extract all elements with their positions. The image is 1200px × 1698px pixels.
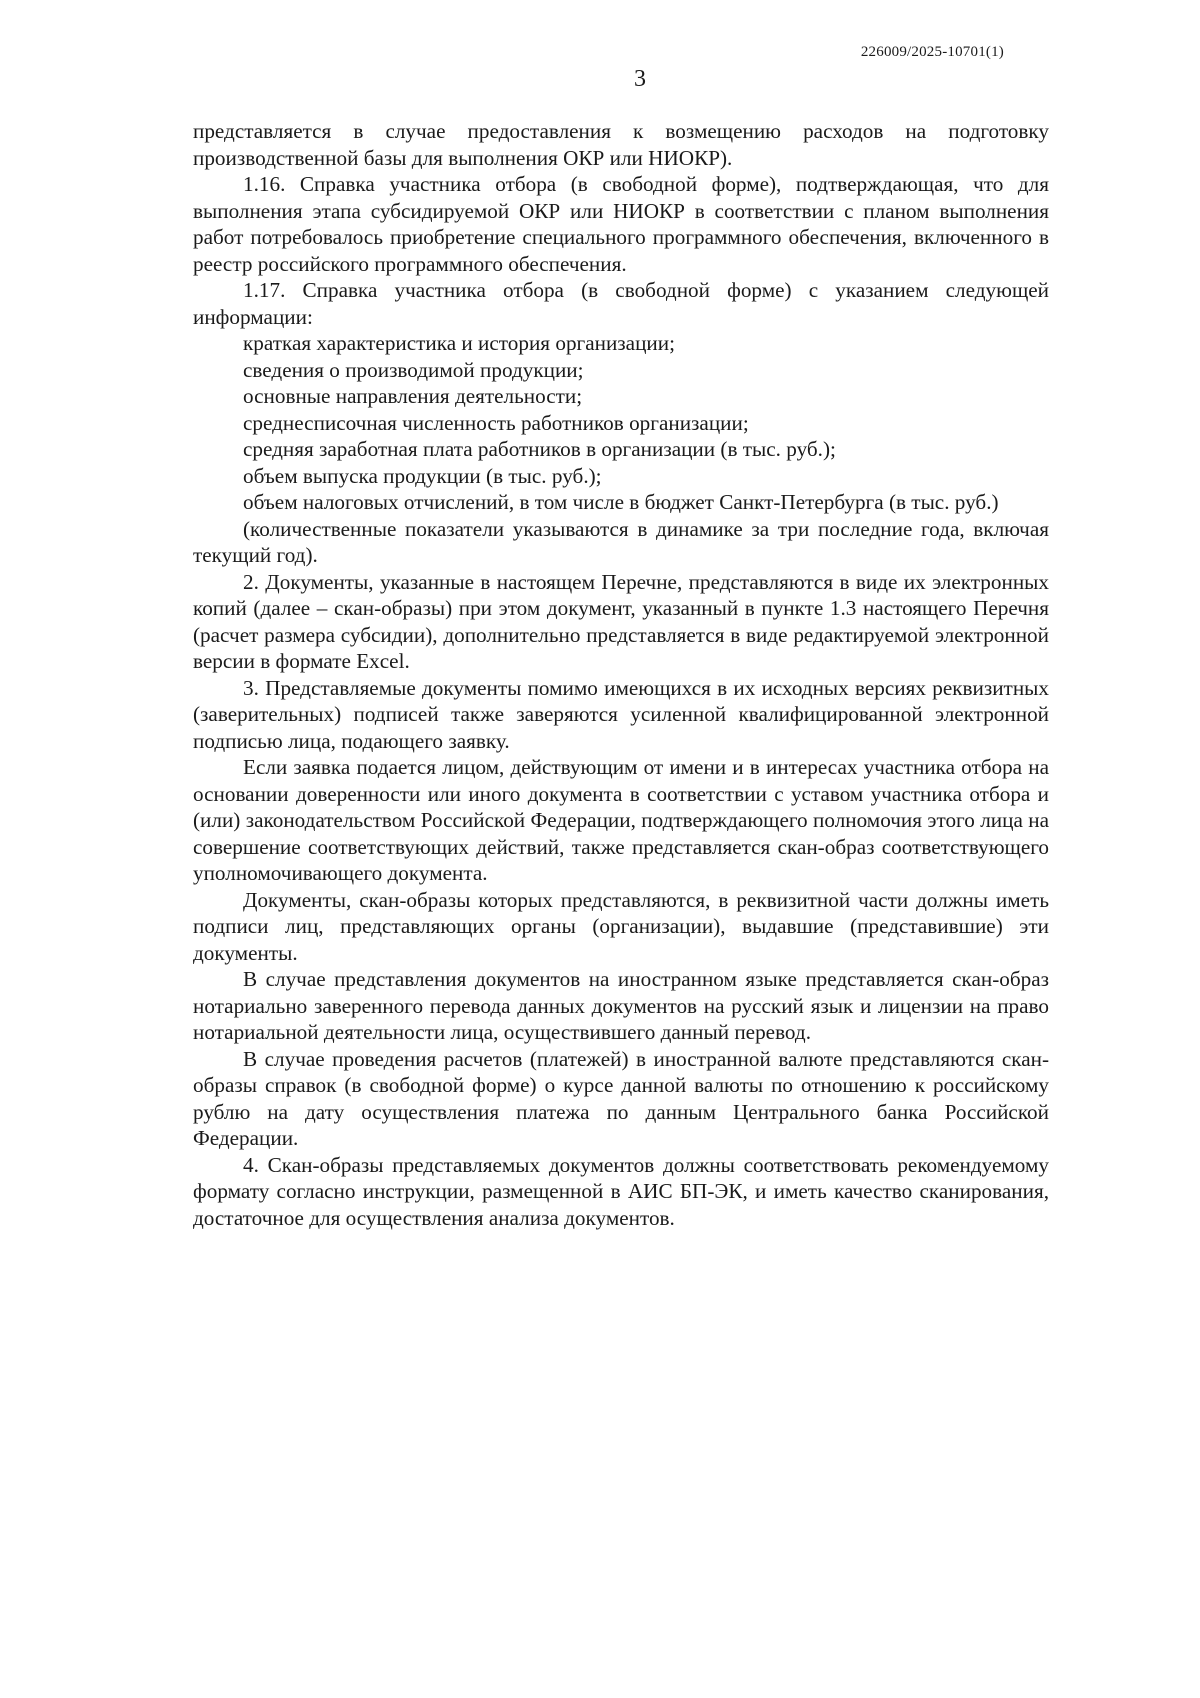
- list-item-activities: основные направления деятельности;: [243, 384, 583, 408]
- paragraph-3-foreign-language: В случае представления документов на иностранном языке представляется скан-образ нотариально заверенного перевода данных документов на русский язык и лицензии на право нотариальной деятельности лица, осуществившего данный перевод.: [193, 967, 1049, 1044]
- list-item-output-volume: объем выпуска продукции (в тыс. руб.);: [243, 463, 602, 488]
- paragraph-continuation: представляется в случае предоставления к возмещению расходов на подготовку производственной базы для выполнения ОКР или НИОКР).: [193, 119, 1049, 170]
- paragraph-1-16: 1.16. Справка участника отбора (в свободной форме), подтверждающая, что для выполнения этапа субсидируемой ОКР или НИОКР в соответствии с планом выполнения работ потребовалось приобретение специального программного обеспечения, включенного в реестр российского программного обеспечения.: [193, 172, 1049, 276]
- paragraph-2: 2. Документы, указанные в настоящем Перечне, представляются в виде их электронных копий (далее – скан-образы) при этом документ, указанный в пункте 1.3 настоящего Перечня (расчет размера субсидии), дополнительно представляется в виде редактируемой электронной версии в формате Excel.: [193, 569, 1049, 673]
- paragraph-3-foreign-currency: В случае проведения расчетов (платежей) в иностранной валюте представляются скан-образы справок (в свободной форме) о курсе данной валюты по отношению к российскому рублю на дату осуществления платежа по данным Центрального банка Российской Федерации.: [193, 1046, 1049, 1150]
- paragraph-3-signatures: Документы, скан-образы которых представляются, в реквизитной части должны иметь подписи лиц, представляющих органы (организации), выдавшие (представившие) эти документы.: [193, 887, 1049, 965]
- list-item-products: сведения о производимой продукции;: [243, 357, 584, 382]
- paragraph-4: 4. Скан-образы представляемых документов должны соответствовать рекомендуемому формату согласно инструкции, размещенной в АИС БП-ЭК, и иметь качество сканирования, достаточное для осуществления анализа документов.: [193, 1152, 1049, 1230]
- page-number: 3: [634, 66, 646, 92]
- paragraph-1-17: 1.17. Справка участника отбора (в свободной форме) с указанием следующей информации:: [193, 278, 1049, 329]
- list-item-dynamics-note: (количественные показатели указываются в динамике за три последние года, включая текущий год).: [193, 516, 1049, 567]
- list-item-average-salary: средняя заработная плата работников в организации (в тыс. руб.);: [243, 437, 836, 461]
- paragraph-3: 3. Представляемые документы помимо имеющихся в их исходных версиях реквизитных (заверительных) подписей также заверяются усиленной квалифицированной электронной подписью лица, подающего заявку.: [193, 675, 1049, 753]
- document-registration-number: 226009/2025-10701(1): [860, 44, 1004, 60]
- list-item-organization-history: краткая характеристика и история организации;: [243, 331, 675, 355]
- paragraph-3-power-of-attorney: Если заявка подается лицом, действующим от имени и в интересах участника отбора на основании доверенности или иного документа в соответствии с уставом участника отбора и (или) законодательством Российской Федерации, подтверждающего полномочия этого лица на совершение соответствующих действий, также представляется скан-образ соответствующего уполномочивающего документа.: [193, 755, 1049, 885]
- list-item-headcount: среднесписочная численность работников организации;: [243, 410, 749, 435]
- list-item-tax-payments: объем налоговых отчислений, в том числе в бюджет Санкт-Петербурга (в тыс. руб.): [243, 490, 999, 514]
- document-body: [193, 118, 1049, 1231]
